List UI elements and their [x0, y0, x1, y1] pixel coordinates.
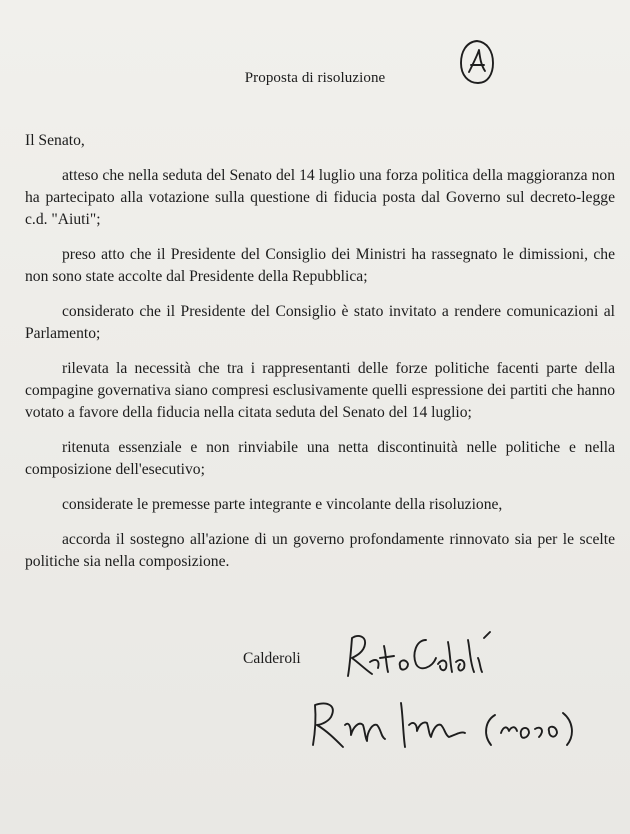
paragraph-preso-atto: preso atto che il Presidente del Consiglio dei Ministri ha rassegnato le dimissioni, che non sono state accolte dal Presidente della Repubblica;	[25, 246, 615, 285]
paragraph-accorda: accorda il sostegno all'azione di un governo profondamente rinnovato sia per le scelte politiche sia nella composizione.	[25, 531, 615, 570]
paragraph-atteso: atteso che nella seduta del Senato del 14 luglio una forza politica della maggioranza non ha partecipato alla votazione sulla questione di fiducia posta dal Governo sul decreto-legge c.d. "Aiuti";	[25, 167, 615, 228]
salutation: Il Senato,	[25, 132, 85, 149]
paragraph-ritenuta: ritenuta essenziale e non rinviabile una netta discontinuità nelle politiche e nella composizione dell'esecutivo;	[25, 439, 615, 478]
resolution-body	[25, 130, 615, 586]
paragraph-considerato: considerato che il Presidente del Consiglio è stato invitato a rendere comunicazioni al Parlamento;	[25, 303, 615, 342]
signer-name: Calderoli	[243, 650, 301, 667]
page-title: Proposta di risoluzione	[244, 70, 386, 86]
paragraph-considerate: considerate le premesse parte integrante e vincolante della risoluzione,	[62, 496, 503, 513]
signature-calderoli	[340, 628, 510, 683]
signature-romeo	[305, 695, 605, 755]
paragraph-rilevata: rilevata la necessità che tra i rappresentanti delle forze politiche facenti parte della compagine governativa siano compresi esclusivamente quelli espressione dei partiti che hanno votato a favore della fiducia nella citata seduta del Senato del 14 luglio;	[25, 360, 615, 421]
